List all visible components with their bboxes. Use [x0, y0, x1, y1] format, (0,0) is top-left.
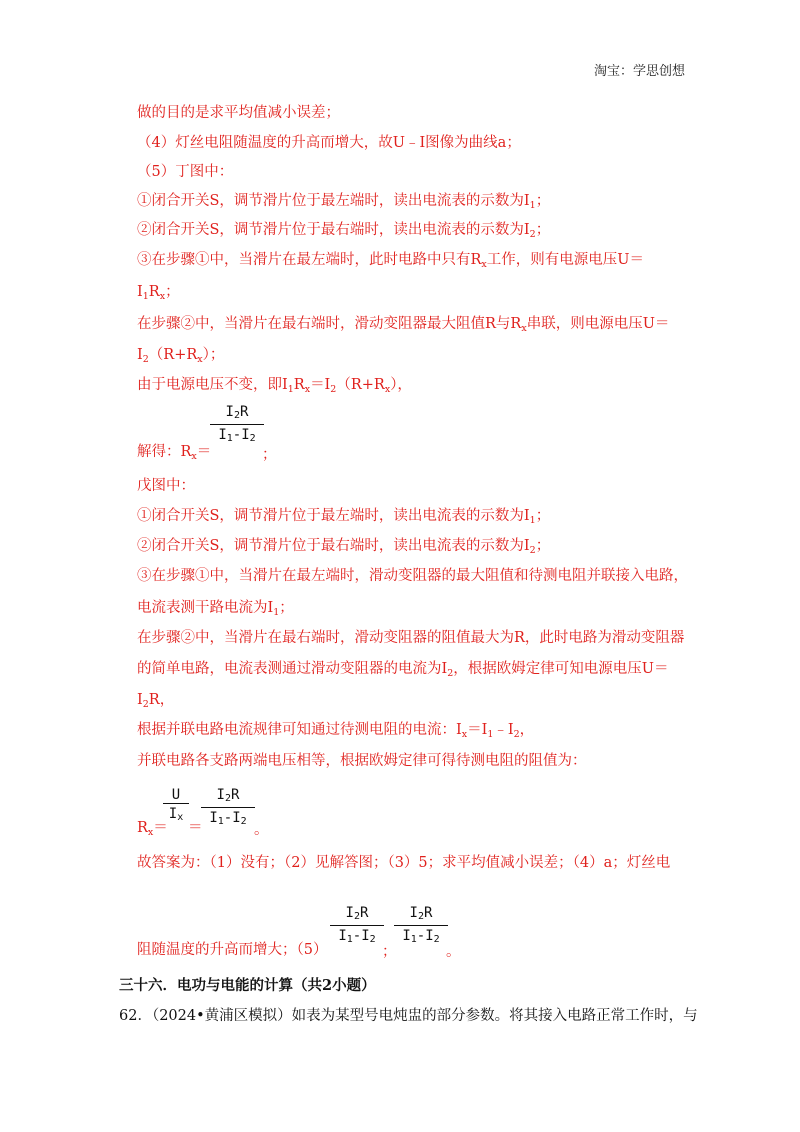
- section-title: 三十六．电功与电能的计算（共2小题）: [119, 977, 376, 994]
- text-run: I: [216, 787, 225, 803]
- text-run: I: [409, 905, 418, 921]
- text-line: [137, 718, 534, 740]
- text-run: I: [218, 427, 227, 443]
- subscript: x: [159, 291, 166, 302]
- subscript: 1: [410, 934, 417, 945]
- text-run: R: [293, 377, 305, 393]
- fraction-numerator: [210, 404, 264, 424]
- subscript: x: [197, 354, 203, 365]
- text-line: [137, 218, 550, 240]
- text-run: ﹣I: [493, 722, 514, 738]
- text-run: ③在步骤①中，当滑片在最左端时，此时电路中只有R: [137, 252, 482, 268]
- text-run: 根据并联电路电流规律可知通过待测电阻的电流：I: [137, 722, 462, 738]
- fraction: [330, 905, 384, 948]
- page-header: 淘宝：学思创想: [593, 64, 685, 79]
- text-line: ③在步骤①中，当滑片在最左端时，滑动变阻器的最大阻值和待测电阻并联接入电路，: [137, 568, 688, 584]
- fraction-numerator: [394, 905, 448, 925]
- subscript: 1: [529, 515, 536, 526]
- text-run: I: [402, 928, 411, 944]
- text-run: R: [360, 905, 369, 921]
- subscript: 2: [249, 433, 256, 444]
- text-line: [137, 534, 550, 556]
- text-run: （R+R: [148, 347, 198, 363]
- text-run: ＝I: [467, 722, 488, 738]
- text-run: 。: [446, 944, 461, 960]
- text-run: ②闭合开关S，调节滑片位于最右端时，读出电流表的示数为I: [137, 538, 530, 554]
- subscript: x: [384, 384, 391, 395]
- text-run: ；: [382, 944, 397, 960]
- text-run: ），: [390, 377, 412, 393]
- subscript: 2: [369, 934, 376, 945]
- subscript: x: [481, 259, 487, 270]
- fraction-denominator: [330, 926, 384, 948]
- subscript: 1: [226, 433, 233, 444]
- text-run: ；: [535, 508, 551, 524]
- fraction-denominator: [394, 926, 448, 948]
- subscript: 1: [346, 934, 353, 945]
- subscript: 1: [487, 729, 494, 740]
- text-run: 解得：R: [137, 444, 192, 460]
- text-line: 做的目的是求平均值减小误差；: [137, 105, 340, 121]
- text-run: R: [240, 404, 249, 420]
- subscript: 2: [233, 410, 241, 421]
- text-run: ，: [519, 722, 535, 738]
- subscript: x: [147, 827, 154, 838]
- subscript: 1: [142, 291, 149, 302]
- text-run: I: [338, 928, 347, 944]
- text-line: [137, 189, 550, 211]
- text-line: [137, 373, 412, 395]
- subscript: 2: [142, 354, 149, 365]
- subscript: 2: [433, 934, 440, 945]
- text-run: ）；: [202, 347, 225, 363]
- text-line: [137, 816, 168, 838]
- subscript: x: [191, 451, 197, 462]
- text-line: [137, 440, 211, 462]
- text-run: ＝: [188, 820, 203, 836]
- text-run: ②闭合开关S，调节滑片位于最右端时，读出电流表的示数为I: [137, 222, 530, 238]
- fraction-denominator: [210, 425, 264, 447]
- text-run: I: [209, 810, 218, 826]
- subscript: 2: [224, 793, 232, 804]
- subscript: 2: [529, 545, 536, 556]
- text-run: 电流表测干路电流为I: [137, 600, 274, 616]
- text-line: 阻随温度的升高而增大；（5）: [137, 942, 328, 958]
- text-run: ①闭合开关S，调节滑片位于最左端时，读出电流表的示数为I: [137, 193, 530, 209]
- fraction-numerator: [201, 787, 255, 807]
- text-run: ；: [279, 600, 294, 616]
- subscript: x: [304, 384, 311, 395]
- text-run: -I: [232, 427, 250, 443]
- subscript: 1: [273, 607, 280, 618]
- text-run: 的简单电路，电流表测通过滑动变阻器的电流为I: [137, 661, 448, 677]
- text-line: [137, 596, 294, 618]
- text-line: [137, 504, 550, 526]
- subscript: 1: [217, 816, 224, 827]
- text-run: I: [345, 905, 354, 921]
- fraction: [201, 787, 255, 830]
- text-line: 故答案为：（1）没有；（2）见解答图；（3）5；求平均值减小误差；（4）a；灯丝电: [137, 855, 671, 871]
- text-line: [137, 280, 180, 302]
- text-run: 由于电源电压不变，即I: [137, 377, 288, 393]
- text-line: [137, 312, 669, 334]
- subscript: x: [461, 729, 468, 740]
- text-line: [137, 343, 224, 365]
- text-run: ；: [535, 193, 551, 209]
- text-line: （5）丁图中：: [137, 164, 234, 180]
- text-run: ；: [535, 222, 551, 238]
- text-run: 。: [254, 822, 269, 838]
- fraction: [210, 404, 264, 447]
- fraction: [394, 905, 448, 948]
- text-run: ＝I: [310, 377, 331, 393]
- text-run: ＝: [196, 444, 212, 460]
- text-line: 并联电路各支路两端电压相等，根据欧姆定律可得待测电阻的阻值为：: [137, 753, 587, 769]
- text-run: 工作，则有电源电压U＝: [486, 252, 645, 268]
- subscript: 1: [529, 200, 536, 211]
- text-run: ①闭合开关S，调节滑片位于最左端时，读出电流表的示数为I: [137, 508, 530, 524]
- text-run: I: [137, 284, 143, 300]
- text-run: （R+R: [336, 377, 385, 393]
- text-run: R，: [148, 692, 175, 708]
- question-text: 62．（2024•黄浦区模拟）如表为某型号电炖盅的部分参数。将其接入电路正常工作时，与: [119, 1008, 698, 1024]
- text-run: R: [424, 905, 433, 921]
- text-line: [137, 657, 669, 679]
- fraction-denominator: [201, 808, 255, 830]
- text-run: 串联，则电源电压U＝: [526, 316, 670, 332]
- text-run: ＝: [153, 820, 168, 836]
- subscript: 2: [142, 699, 149, 710]
- text-run: I: [137, 692, 143, 708]
- fraction-numerator: [330, 905, 384, 925]
- text-line: [137, 248, 644, 270]
- text-run: ；: [535, 538, 551, 554]
- subscript: x: [177, 812, 184, 823]
- subscript: x: [521, 323, 527, 334]
- text-run: I: [225, 404, 234, 420]
- fraction-numerator: U: [171, 787, 181, 803]
- text-run: -I: [352, 928, 370, 944]
- subscript: 2: [529, 229, 536, 240]
- subscript: 2: [417, 911, 425, 922]
- subscript: 2: [447, 668, 454, 679]
- text-line: [137, 688, 174, 710]
- text-run: -I: [416, 928, 434, 944]
- text-run: R: [148, 284, 160, 300]
- text-line: 在步骤②中，当滑片在最右端时，滑动变阻器的阻值最大为R，此时电路为滑动变阻器: [137, 630, 685, 646]
- subscript: 2: [330, 384, 337, 395]
- text-run: R: [231, 787, 240, 803]
- subscript: 2: [353, 911, 361, 922]
- text-run: ；: [165, 284, 180, 300]
- text-run: ，根据欧姆定律可知电源电压U＝: [453, 661, 669, 677]
- text-run: R: [137, 820, 148, 836]
- text-line: 戊图中：: [137, 478, 195, 494]
- text-run: I: [168, 806, 178, 822]
- text-line: （4）灯丝电阻随温度的升高而增大，故U﹣I图像为曲线a；: [137, 135, 521, 151]
- text-run: ；: [262, 447, 277, 463]
- subscript: 2: [240, 816, 247, 827]
- subscript: 2: [513, 729, 520, 740]
- text-run: -I: [223, 810, 241, 826]
- text-run: I: [137, 347, 143, 363]
- subscript: 1: [287, 384, 294, 395]
- text-run: 在步骤②中，当滑片在最右端时，滑动变阻器最大阻值R与R: [137, 316, 522, 332]
